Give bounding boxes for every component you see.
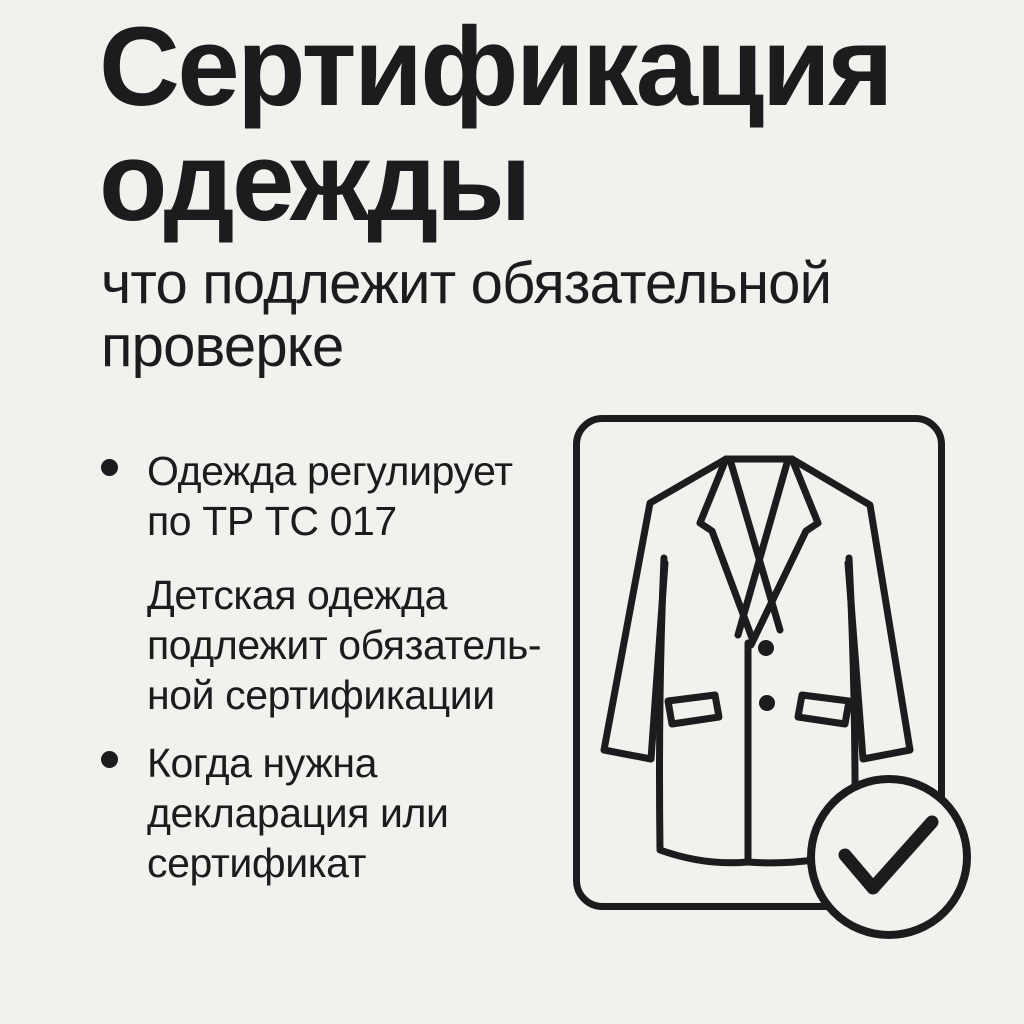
list-item-line: ной сертификации <box>147 672 495 718</box>
coat-button <box>759 695 775 711</box>
list-item <box>101 570 541 720</box>
bullet-dot <box>101 459 118 476</box>
title-line-1: Сертификация <box>99 4 892 129</box>
bullet-dot <box>101 751 118 768</box>
title-line-2: одежды <box>99 119 529 244</box>
page-subtitle <box>101 252 831 378</box>
list-item-line: Когда нужна <box>147 740 377 786</box>
subtitle-line-1: что подлежит обязательной <box>101 251 832 316</box>
list-item-line: по ТР ТС 017 <box>147 498 397 544</box>
coat-pocket <box>668 695 719 724</box>
list-item <box>101 446 513 546</box>
list-item-line: декларация или <box>147 790 449 836</box>
coat-button <box>758 640 774 656</box>
list-item-text <box>147 446 513 546</box>
list-item <box>101 738 449 888</box>
list-item-line: подлежит обязатель- <box>147 622 542 668</box>
list-item-line: сертификат <box>147 840 367 886</box>
subtitle-line-2: проверке <box>101 314 344 379</box>
list-item-text <box>147 570 541 720</box>
check-circle-icon <box>811 779 967 935</box>
list-item-line: Одежда регулирует <box>147 448 513 494</box>
page-title <box>99 4 892 244</box>
list-item-text <box>147 738 449 888</box>
list-item-line: Детская одежда <box>147 572 447 618</box>
coat-certification-illustration <box>555 395 985 955</box>
coat-pocket <box>798 695 849 724</box>
